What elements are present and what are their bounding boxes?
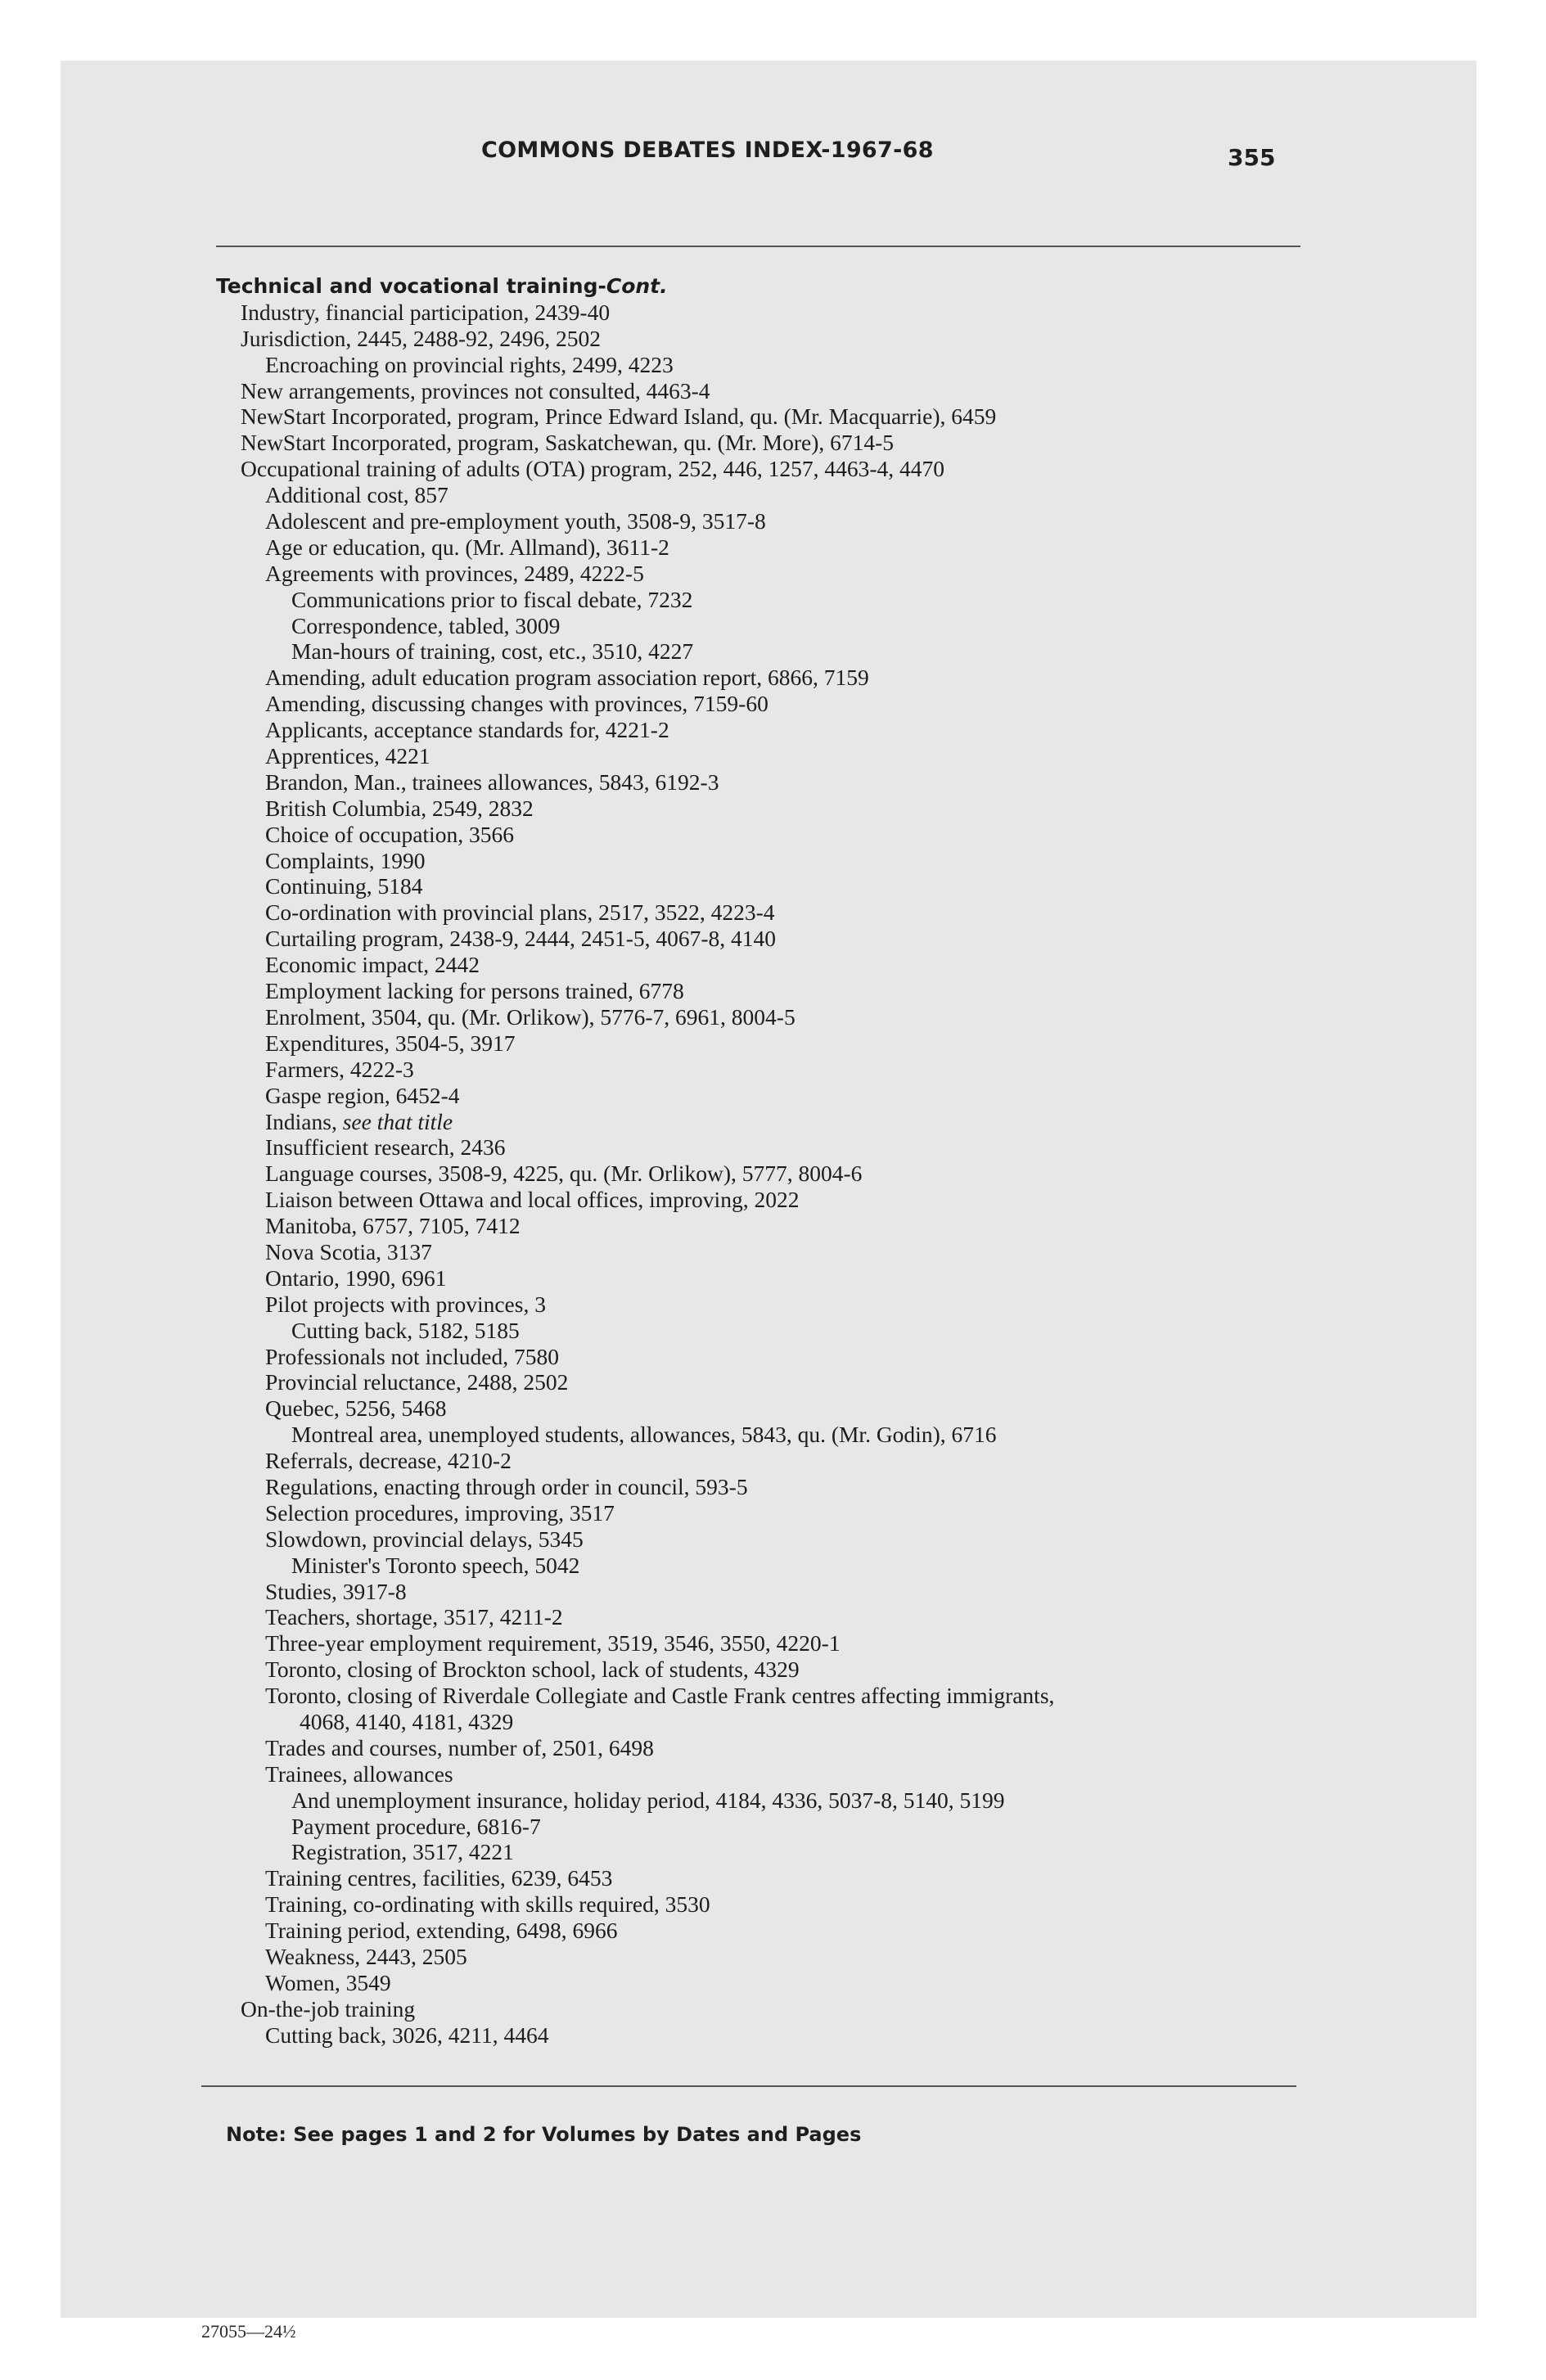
index-entry-text: Referrals, decrease, 4210-2: [265, 1448, 512, 1474]
index-entry-text: Farmers, 4222-3: [265, 1056, 414, 1082]
index-entry: [216, 1004, 1345, 1030]
section-heading-text: Technical and vocational training-: [216, 274, 606, 298]
index-entry: [216, 1395, 1345, 1422]
index-entry-text: Liaison between Ottawa and local offices, improving, 2022: [265, 1187, 800, 1213]
index-entry-text: Additional cost, 857: [265, 482, 448, 508]
index-entry-text: Training centres, facilities, 6239, 6453: [265, 1865, 613, 1891]
index-entry: [216, 1161, 1345, 1187]
index-entry: [216, 613, 1345, 639]
index-entry-text: Employment lacking for persons trained, 6778: [265, 978, 684, 1004]
index-entry-text: Ontario, 1990, 6961: [265, 1264, 447, 1291]
index-entry-text: Montreal area, unemployed students, allowances, 5843, qu. (Mr. Godin), 6716: [291, 1422, 997, 1448]
index-entry: [216, 1657, 1345, 1683]
index-entry-text: 4068, 4140, 4181, 4329: [300, 1708, 514, 1734]
index-entry-text: Toronto, closing of Brockton school, lack of students, 4329: [265, 1657, 800, 1683]
index-entry: [216, 899, 1345, 926]
index-entry: [216, 1709, 1345, 1735]
index-entry-text: Co-ordination with provincial plans, 2517, 3522, 4223-4: [265, 899, 775, 926]
index-entry-text: Trades and courses, number of, 2501, 6498: [265, 1734, 654, 1760]
index-entry: [216, 352, 1345, 378]
index-entry: [216, 1918, 1345, 1944]
index-entry-text: Complaints, 1990: [265, 847, 426, 873]
index-entry: [216, 1239, 1345, 1265]
index-entry-text: Registration, 3517, 4221: [291, 1839, 514, 1865]
index-entry: [216, 534, 1345, 561]
index-entry: [216, 1735, 1345, 1761]
index-entry-text: Expenditures, 3504-5, 3917: [265, 1030, 516, 1056]
index-entry: [216, 403, 1345, 430]
index-entry-text: Choice of occupation, 3566: [265, 821, 514, 847]
index-entry-text: Weakness, 2443, 2505: [265, 1944, 467, 1969]
index-entry-text: Gaspe region, 6452-4: [265, 1082, 460, 1108]
index-entry-text: British Columbia, 2549, 2832: [265, 795, 534, 821]
index-entry-text: Communications prior to fiscal debate, 7232: [291, 586, 693, 612]
index-entry-text: Amending, discussing changes with provinces, 7159-60: [265, 691, 768, 717]
index-entry-text: Training period, extending, 6498, 6966: [265, 1918, 618, 1944]
index-entry-text: Slowdown, provincial delays, 5345: [265, 1526, 584, 1552]
index-entry-text: Manitoba, 6757, 7105, 7412: [265, 1213, 521, 1239]
index-entry-text: Toronto, closing of Riverdale Collegiate and Castle Frank centres affecting immigrants,: [265, 1683, 1055, 1709]
index-entry: [216, 1265, 1345, 1291]
index-entry-text: Minister's Toronto speech, 5042: [291, 1552, 580, 1578]
index-entry: [216, 978, 1345, 1004]
index-entry-text: Apprentices, 4221: [265, 743, 430, 769]
index-entry: [216, 1318, 1345, 1344]
index-entry-text: NewStart Incorporated, program, Saskatchewan, qu. (Mr. More), 6714-5: [241, 430, 895, 456]
index-entry: [216, 1187, 1345, 1213]
page-number: 355: [1228, 144, 1276, 171]
index-entry: [216, 665, 1345, 691]
index-entry: [216, 873, 1345, 899]
index-entry: [216, 1891, 1345, 1918]
index-entry-text: Continuing, 5184: [265, 873, 423, 899]
index-entry-text: Industry, financial participation, 2439-40: [241, 299, 611, 325]
index-entry-text: Quebec, 5256, 5468: [265, 1395, 447, 1422]
note-rule: [201, 2085, 1296, 2087]
index-entry: [216, 638, 1345, 665]
index-entry: [216, 1134, 1345, 1161]
index-entry-text: Insufficient research, 2436: [265, 1134, 506, 1161]
index-entry: [216, 1448, 1345, 1474]
index-entry: [216, 1526, 1345, 1553]
index-entry-text: Age or education, qu. (Mr. Allmand), 3611-2: [265, 534, 669, 560]
section-heading: [216, 273, 1345, 300]
index-entry: [216, 561, 1345, 587]
index-entry: [216, 1865, 1345, 1891]
index-entry: [216, 769, 1345, 796]
index-entry: [216, 717, 1345, 743]
index-entries: [216, 273, 1345, 2049]
index-entry-text: Provincial reluctance, 2488, 2502: [265, 1369, 569, 1395]
index-entry: [216, 1630, 1345, 1657]
index-entry-text: Applicants, acceptance standards for, 4221-2: [265, 717, 669, 743]
index-entry-text: And unemployment insurance, holiday period, 4184, 4336, 5037-8, 5140, 5199: [291, 1787, 1005, 1813]
index-entry: [216, 1839, 1345, 1865]
index-entry: [216, 378, 1345, 404]
index-entry-text: Brandon, Man., trainees allowances, 5843, 6192-3: [265, 769, 719, 795]
index-entry: [216, 1579, 1345, 1605]
index-entry: [216, 508, 1345, 534]
index-entry: [216, 456, 1345, 482]
index-entry-crossref: see that title: [342, 1108, 453, 1134]
entry-list: [216, 300, 1345, 2049]
index-entry: [216, 1369, 1345, 1395]
index-entry-text: Studies, 3917-8: [265, 1578, 407, 1604]
index-entry: [216, 326, 1345, 352]
index-entry: [216, 1344, 1345, 1370]
index-entry: [216, 691, 1345, 717]
index-entry-text: New arrangements, provinces not consulted, 4463-4: [241, 377, 710, 403]
footnote: Note: See pages 1 and 2 for Volumes by Dates and Pages: [226, 2123, 862, 2146]
index-entry-text: Regulations, enacting through order in council, 593-5: [265, 1473, 748, 1499]
index-entry-text: Cutting back, 3026, 4211, 4464: [265, 2022, 549, 2048]
index-entry-text: Jurisdiction, 2445, 2488-92, 2496, 2502: [241, 325, 601, 351]
index-entry-text: On-the-job training: [241, 1995, 416, 2022]
section-heading-cont: Cont.: [606, 274, 668, 298]
index-entry: [216, 1500, 1345, 1526]
index-entry-text: Agreements with provinces, 2489, 4222-5: [265, 560, 644, 586]
index-entry-text: Correspondence, tabled, 3009: [291, 612, 561, 638]
index-entry: [216, 1030, 1345, 1057]
index-entry-text: Selection procedures, improving, 3517: [265, 1499, 615, 1526]
index-entry: [216, 2022, 1345, 2049]
index-entry: [216, 952, 1345, 978]
index-entry: [216, 1553, 1345, 1579]
index-entry-text: Trainees, allowances: [265, 1760, 453, 1787]
index-entry: [216, 1213, 1345, 1239]
index-entry: [216, 482, 1345, 508]
index-entry: [216, 430, 1345, 456]
index-entry: [216, 1422, 1345, 1448]
index-entry: [216, 1683, 1345, 1709]
index-entry-text: Training, co-ordinating with skills required, 3530: [265, 1891, 710, 1918]
index-entry: [216, 1996, 1345, 2022]
page-title: COMMONS DEBATES INDEX-1967-68: [481, 137, 934, 163]
index-entry: [216, 1291, 1345, 1318]
index-entry-text: Payment procedure, 6816-7: [291, 1813, 541, 1839]
index-entry: [216, 1814, 1345, 1840]
index-entry-text: Teachers, shortage, 3517, 4211-2: [265, 1604, 563, 1630]
index-entry: [216, 1761, 1345, 1787]
index-entry: [216, 1787, 1345, 1814]
index-entry: [216, 926, 1345, 952]
index-entry-text: Encroaching on provincial rights, 2499, 4223: [265, 351, 674, 377]
index-entry-text: Enrolment, 3504, qu. (Mr. Orlikow), 5776-7, 6961, 8004-5: [265, 1003, 796, 1030]
index-entry: [216, 822, 1345, 848]
index-entry-text: Pilot projects with provinces, 3: [265, 1291, 546, 1317]
index-entry-text: Economic impact, 2442: [265, 952, 480, 978]
index-entry-text: Adolescent and pre-employment youth, 3508-9, 3517-8: [265, 508, 766, 534]
index-entry: [216, 1604, 1345, 1630]
index-entry: [216, 1057, 1345, 1083]
index-entry-text: Curtailing program, 2438-9, 2444, 2451-5, 4067-8, 4140: [265, 926, 777, 952]
index-entry: [216, 587, 1345, 613]
index-entry: [216, 1944, 1345, 1970]
index-entry-text: Amending, adult education program association report, 6866, 7159: [265, 665, 869, 691]
index-entry: [216, 796, 1345, 822]
index-entry-text: Man-hours of training, cost, etc., 3510, 4227: [291, 638, 694, 665]
index-entry: [216, 1970, 1345, 1996]
index-entry-text: Three-year employment requirement, 3519, 3546, 3550, 4220-1: [265, 1630, 841, 1657]
index-entry-text: Language courses, 3508-9, 4225, qu. (Mr. Orlikow), 5777, 8004-6: [265, 1161, 863, 1187]
index-entry-text: NewStart Incorporated, program, Prince Edward Island, qu. (Mr. Macquarrie), 6459: [241, 403, 997, 430]
index-entry-text: Professionals not included, 7580: [265, 1343, 559, 1369]
index-entry: [216, 1474, 1345, 1500]
index-entry-text: Occupational training of adults (OTA) program, 252, 446, 1257, 4463-4, 4470: [241, 456, 945, 482]
index-entry-text: Nova Scotia, 3137: [265, 1238, 432, 1264]
index-entry: [216, 1083, 1345, 1109]
index-entry-text: Cutting back, 5182, 5185: [291, 1317, 520, 1343]
index-entry: [216, 743, 1345, 769]
index-entry: [216, 1109, 1345, 1135]
index-entry: [216, 300, 1345, 326]
index-entry: [216, 848, 1345, 874]
index-entry-text: Indians,: [265, 1108, 343, 1134]
header-rule: [216, 246, 1300, 247]
footer-code: 27055—24½: [201, 2321, 296, 2342]
index-entry-text: Women, 3549: [265, 1969, 391, 1995]
